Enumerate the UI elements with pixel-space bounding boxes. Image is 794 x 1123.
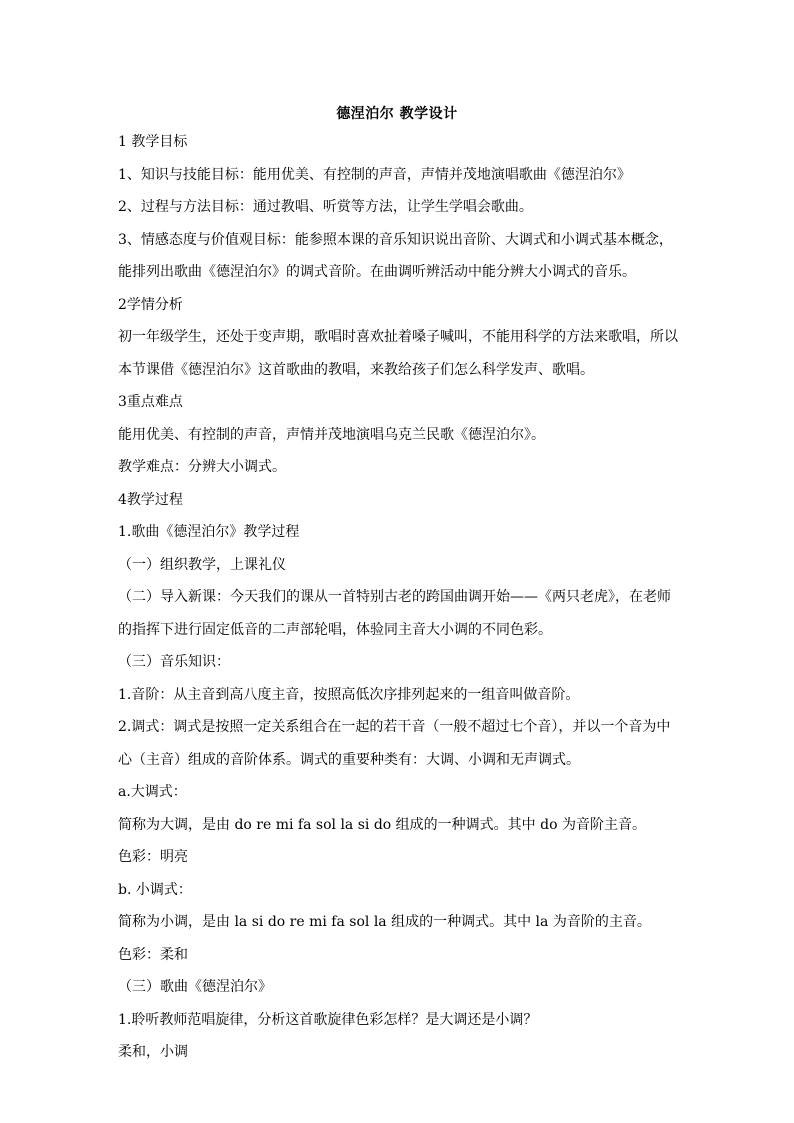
- paragraph-line: 色彩：明亮: [118, 849, 188, 865]
- paragraph-line: 心（主音）组成的音阶体系。调式的重要种类有：大调、小调和无声调式。: [118, 751, 580, 768]
- paragraph-line: （一）组织教学，上课礼仪: [118, 556, 286, 573]
- section-heading-teaching-process: 4教学过程: [118, 491, 183, 508]
- paragraph-line: 1.聆听教师范唱旋律，分析这首歌旋律色彩怎样？是大调还是小调？: [118, 1011, 538, 1028]
- paragraph-line: 2、过程与方法目标：通过教唱、听赏等方法，让学生学唱会歌曲。: [118, 199, 533, 215]
- paragraph-line: 色彩：柔和: [118, 946, 188, 963]
- paragraph-line: （二）导入新课：今天我们的课从一首特别古老的跨国曲调开始——《两只老虎》，在老师: [118, 589, 671, 605]
- paragraph-line: （三）歌曲《德涅泊尔》: [118, 979, 272, 995]
- paragraph-line: 柔和，小调: [118, 1044, 188, 1060]
- section-heading-key-points: 3重点难点: [118, 394, 183, 410]
- paragraph-line: 本节课借《德涅泊尔》这首歌曲的教唱，来教给孩子们怎么科学发声、歌唱。: [118, 361, 594, 378]
- paragraph-line: b. 小调式：: [118, 881, 192, 898]
- paragraph-line: 初一年级学生，还处于变声期，歌唱时喜欢扯着嗓子喊叫，不能用科学的方法来歌唱，所以: [118, 329, 678, 345]
- paragraph-line: 1.歌曲《德涅泊尔》教学过程: [118, 524, 300, 540]
- paragraph-line: （三）音乐知识：: [118, 654, 230, 670]
- section-heading-teaching-goals: 1 教学目标: [118, 134, 188, 150]
- paragraph-line: 能用优美、有控制的声音，声情并茂地演唱乌克兰民歌《德涅泊尔》。: [118, 426, 545, 443]
- paragraph-line: a.大调式：: [118, 784, 187, 800]
- paragraph-line: 3、情感态度与价值观目标：能参照本课的音乐知识说出音阶、大调式和小调式基本概念，: [118, 231, 673, 248]
- paragraph-line: 教学难点：分辨大小调式。: [118, 459, 286, 475]
- paragraph-line: 能排列出歌曲《德涅泊尔》的调式音阶。在曲调听辨活动中能分辨大小调式的音乐。: [118, 264, 636, 280]
- paragraph-line: 的指挥下进行固定低音的二声部轮唱，体验同主音大小调的不同色彩。: [118, 621, 552, 638]
- section-heading-student-analysis: 2学情分析: [118, 296, 183, 313]
- paragraph-line: 简称为小调，是由 la si do re mi fa sol la 组成的一种调式。其中 la 为音阶的主音。: [118, 914, 651, 930]
- paragraph-line: 1、知识与技能目标：能用优美、有控制的声音，声情并茂地演唱歌曲《德涅泊尔》: [118, 166, 631, 183]
- document-title: 德涅泊尔 教学设计: [336, 106, 458, 122]
- document-body: [118, 132, 678, 1075]
- paragraph-line: 2.调式：调式是按照一定关系组合在一起的若干音（一般不超过七个音），并以一个音为中: [118, 719, 671, 735]
- paragraph-line: 简称为大调，是由 do re mi fa sol la si do 组成的一种调式。其中 do 为音阶主音。: [118, 816, 646, 833]
- paragraph-line: 1.音阶：从主音到高八度主音，按照高低次序排列起来的一组音叫做音阶。: [118, 686, 580, 703]
